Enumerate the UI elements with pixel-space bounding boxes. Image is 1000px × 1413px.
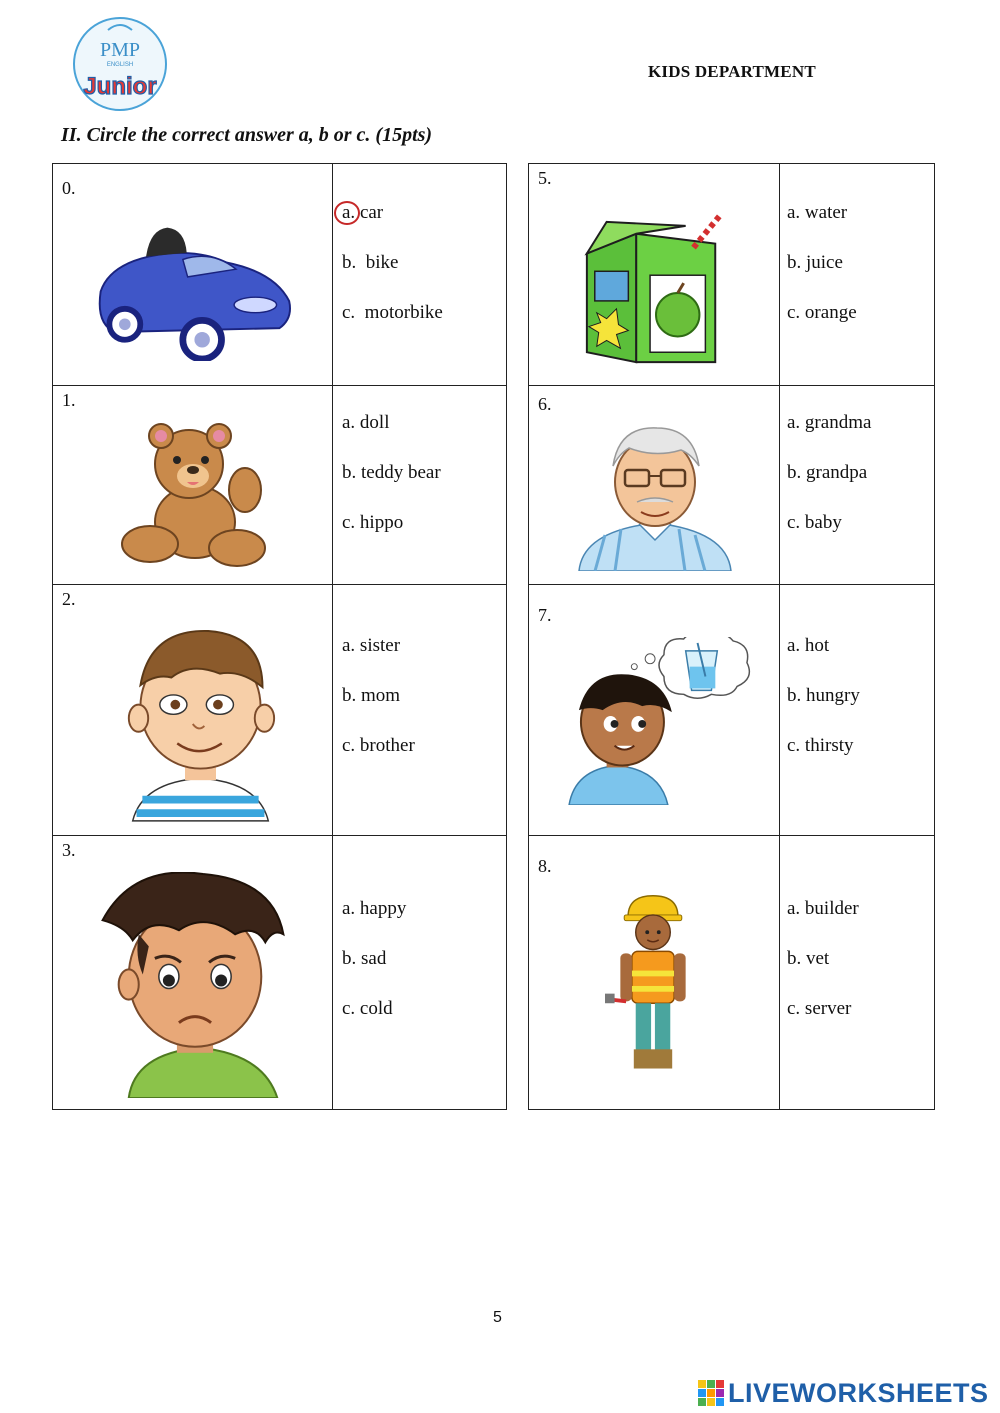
option-a[interactable]: a. water (787, 202, 848, 223)
question-row-5 (529, 164, 934, 386)
department-title: KIDS DEPARTMENT (648, 62, 816, 81)
liveworksheets-text: LIVEWORKSHEETS (728, 1377, 989, 1408)
question-number: 1. (62, 390, 76, 410)
question-number: 8. (538, 856, 552, 876)
option-a-word: car (355, 202, 384, 223)
option-a[interactable]: a. doll (342, 412, 390, 433)
question-number: 6. (538, 394, 552, 414)
option-b[interactable]: b. juice (787, 252, 843, 273)
option-c[interactable]: c. motorbike (342, 302, 443, 323)
answer-circle (334, 201, 360, 225)
option-c[interactable]: c. thirsty (787, 735, 854, 756)
thirsty-boy-icon (565, 637, 753, 805)
option-a[interactable]: a. grandma (787, 412, 872, 433)
builder-icon (605, 891, 701, 1079)
liveworksheets-logo (698, 1377, 989, 1409)
page-number: 5 (493, 1309, 502, 1326)
option-a[interactable]: a. builder (787, 898, 859, 919)
option-a[interactable]: a. hot (787, 635, 830, 656)
option-b[interactable]: b. vet (787, 948, 830, 969)
option-a[interactable]: a. sister (342, 635, 401, 656)
instruction-text: II. Circle the correct answer a, b or c. (15pts) (61, 124, 433, 146)
question-number: 0. (62, 178, 76, 198)
question-row-8 (529, 836, 934, 1109)
question-number: 7. (538, 605, 552, 625)
logo-brand-text: Junior (83, 73, 157, 100)
question-number: 2. (62, 589, 76, 609)
option-a-label: a. (342, 202, 356, 223)
question-row-2 (53, 585, 506, 836)
question-number: 5. (538, 168, 552, 188)
question-row-7 (529, 585, 934, 836)
question-row-0 (53, 164, 506, 386)
option-c[interactable]: c. cold (342, 998, 393, 1019)
juice-carton-icon (577, 214, 735, 372)
option-c[interactable]: c. orange (787, 302, 857, 323)
question-row-6 (529, 386, 934, 585)
sad-boy-icon (98, 872, 290, 1098)
option-b[interactable]: b. grandpa (787, 462, 868, 483)
teddy-bear-icon (115, 422, 275, 572)
option-c[interactable]: c. server (787, 998, 852, 1019)
liveworksheets-blocks-icon (698, 1380, 724, 1406)
option-c[interactable]: c. brother (342, 735, 415, 756)
logo-sub-text: ENGLISH (106, 62, 134, 68)
option-b[interactable]: b. mom (342, 685, 401, 706)
left-question-table (52, 163, 507, 1110)
pmp-junior-logo (68, 16, 172, 114)
option-c[interactable]: c. baby (787, 512, 842, 533)
question-row-3 (53, 836, 506, 1109)
option-b[interactable]: b. bike (342, 252, 399, 273)
question-row-1 (53, 386, 506, 585)
option-b[interactable]: b. hungry (787, 685, 860, 706)
option-a[interactable]: a. happy (342, 898, 407, 919)
right-question-table (528, 163, 935, 1110)
option-c[interactable]: c. hippo (342, 512, 404, 533)
grandpa-icon (575, 426, 735, 571)
option-b[interactable]: b. sad (342, 948, 387, 969)
toy-car-icon (85, 216, 300, 361)
boy-face-icon (123, 625, 278, 823)
question-number: 3. (62, 840, 76, 860)
logo-top-text: PMP (99, 39, 141, 61)
option-b[interactable]: b. teddy bear (342, 462, 441, 483)
